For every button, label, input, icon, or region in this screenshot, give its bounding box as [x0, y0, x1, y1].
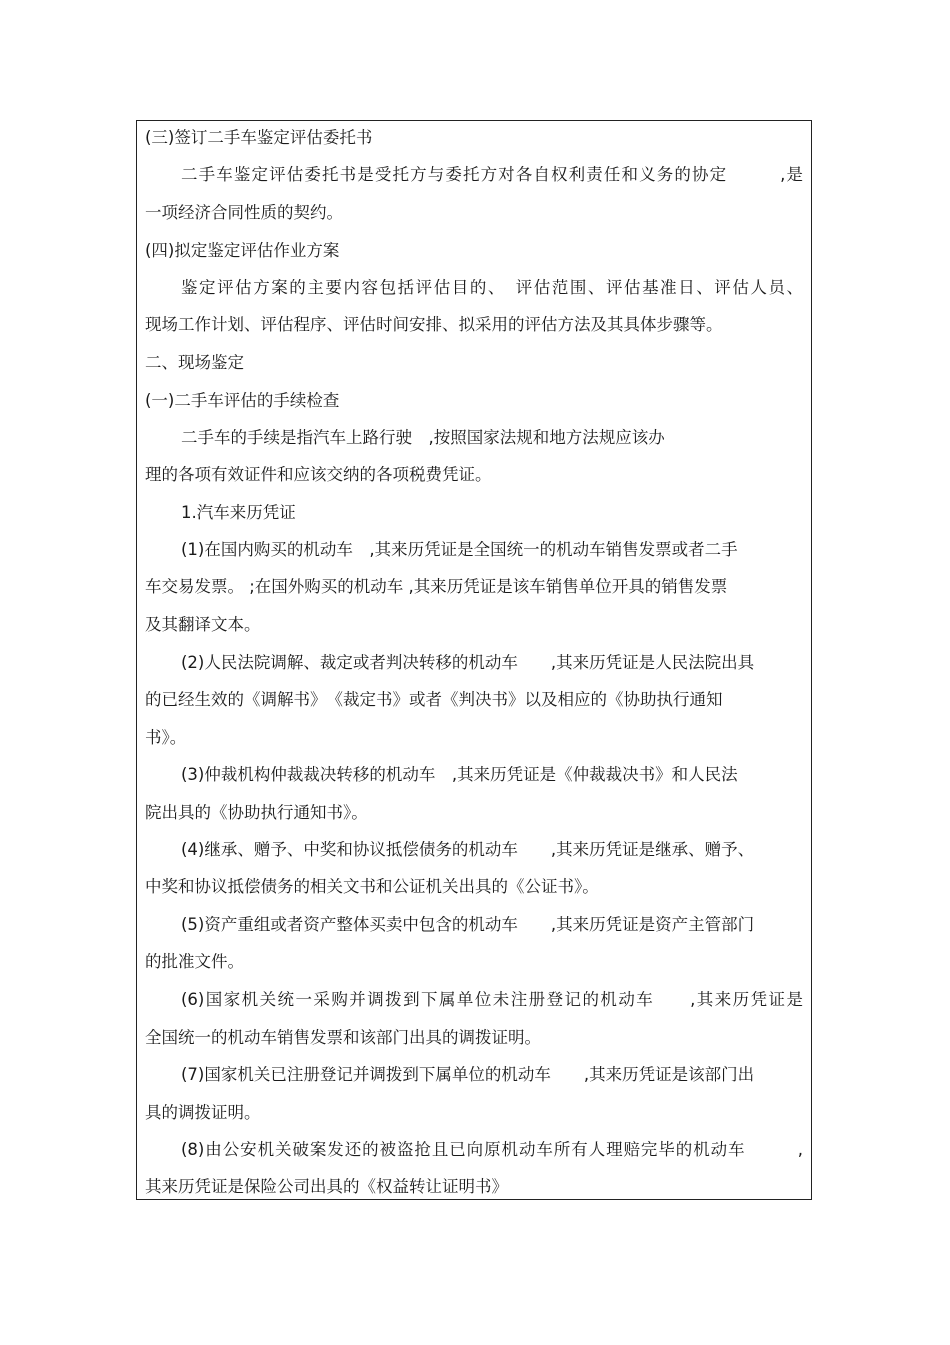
item-1-line: 车交易发票。 ;在国外购买的机动车 ,其来历凭证是该车销售单位开具的销售发票	[145, 577, 728, 596]
item-5-line: 的批准文件。	[145, 952, 244, 971]
item-1-line: 及其翻译文本。	[145, 615, 261, 634]
heading-plan: (四)拟定鉴定评估作业方案	[145, 241, 340, 260]
item-6-line: 全国统一的机动车销售发票和该部门出具的调拨证明。	[145, 1028, 541, 1047]
item-8-line: 其来历凭证是保险公司出具的《权益转让证明书》	[145, 1177, 508, 1196]
heading-procedure-check: (一)二手车评估的手续检查	[145, 391, 340, 410]
item-5-line: (5)资产重组或者资产整体买卖中包含的机动车 ,其来历凭证是资产主管部门	[181, 915, 755, 934]
heading-onsite-inspection: 二、现场鉴定	[145, 353, 244, 372]
paragraph-line: 二手车鉴定评估委托书是受托方与委托方对各自权利责任和义务的协定 ,是	[181, 165, 803, 184]
item-7-line: (7)国家机关已注册登记并调拨到下属单位的机动车 ,其来历凭证是该部门出	[181, 1065, 755, 1084]
item-4-line: (4)继承、赠予、中奖和协议抵偿债务的机动车 ,其来历凭证是继承、赠予、	[181, 840, 755, 859]
item-8-line: (8)由公安机关破案发还的被盗抢且已向原机动车所有人理赔完毕的机动车 ,	[181, 1140, 803, 1159]
heading-vehicle-origin-certificate: 1.汽车来历凭证	[181, 503, 296, 522]
paragraph-line: 一项经济合同性质的契约。	[145, 203, 343, 222]
paragraph-line: 鉴定评估方案的主要内容包括评估目的、 评估范围、评估基准日、评估人员、	[181, 278, 803, 297]
heading-sign-commission: (三)签订二手车鉴定评估委托书	[145, 128, 373, 147]
item-7-line: 具的调拨证明。	[145, 1103, 261, 1122]
paragraph-line: 现场工作计划、评估程序、评估时间安排、拟采用的评估方法及其具体步骤等。	[145, 315, 723, 334]
item-2-line: (2)人民法院调解、裁定或者判决转移的机动车 ,其来历凭证是人民法院出具	[181, 653, 755, 672]
item-3-line: (3)仲裁机构仲裁裁决转移的机动车 ,其来历凭证是《仲裁裁决书》和人民法	[181, 765, 738, 784]
item-1-line: (1)在国内购买的机动车 ,其来历凭证是全国统一的机动车销售发票或者二手	[181, 540, 738, 559]
item-6-line: (6)国家机关统一采购并调拨到下属单位未注册登记的机动车 ,其来历凭证是	[181, 990, 803, 1009]
item-4-line: 中奖和协议抵偿债务的相关文书和公证机关出具的《公证书》。	[145, 877, 599, 896]
item-2-line: 书》。	[145, 728, 187, 747]
item-3-line: 院出具的《协助执行通知书》。	[145, 803, 368, 822]
paragraph-line: 理的各项有效证件和应该交纳的各项税费凭证。	[145, 465, 492, 484]
paragraph-line: 二手车的手续是指汽车上路行驶 ,按照国家法规和地方法规应该办	[181, 428, 665, 447]
document-frame	[136, 120, 812, 1200]
item-2-line: 的已经生效的《调解书》 《裁定书》或者《判决书》以及相应的《协助执行通知	[145, 690, 723, 709]
